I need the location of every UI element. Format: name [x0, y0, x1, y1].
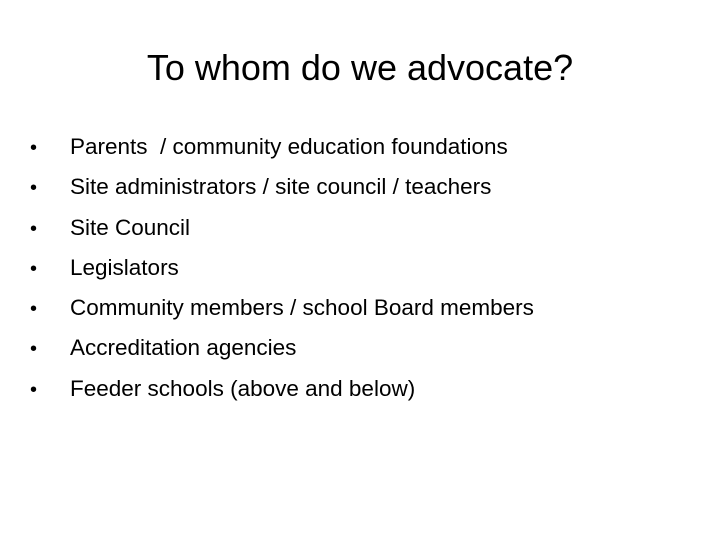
list-item-text: Accreditation agencies [70, 335, 297, 361]
bullet-icon: • [30, 137, 38, 159]
list-item-text: Community members / school Board members [70, 295, 534, 321]
list-item-text: Site Council [70, 214, 191, 240]
bullet-list [30, 127, 690, 409]
list-item [30, 248, 690, 288]
list-item [30, 288, 690, 328]
list-item-text: Feeder schools (above and below) [70, 375, 416, 401]
bullet-icon: • [30, 298, 38, 321]
list-item-text: Legislators [70, 254, 179, 280]
slide-title: To whom do we advocate? [146, 47, 574, 88]
bullet-icon: • [30, 378, 38, 401]
bullet-icon: • [30, 257, 38, 280]
bullet-icon: • [30, 217, 38, 240]
list-item [30, 369, 690, 409]
list-item [30, 208, 690, 248]
list-item-text: Site administrators / site council / teachers [70, 174, 492, 200]
list-item-text: Parents / community education foundations [70, 134, 508, 159]
list-item [30, 328, 690, 368]
bullet-icon: • [30, 338, 38, 361]
list-item [30, 127, 690, 167]
list-item [30, 167, 690, 207]
bullet-icon: • [30, 177, 38, 200]
